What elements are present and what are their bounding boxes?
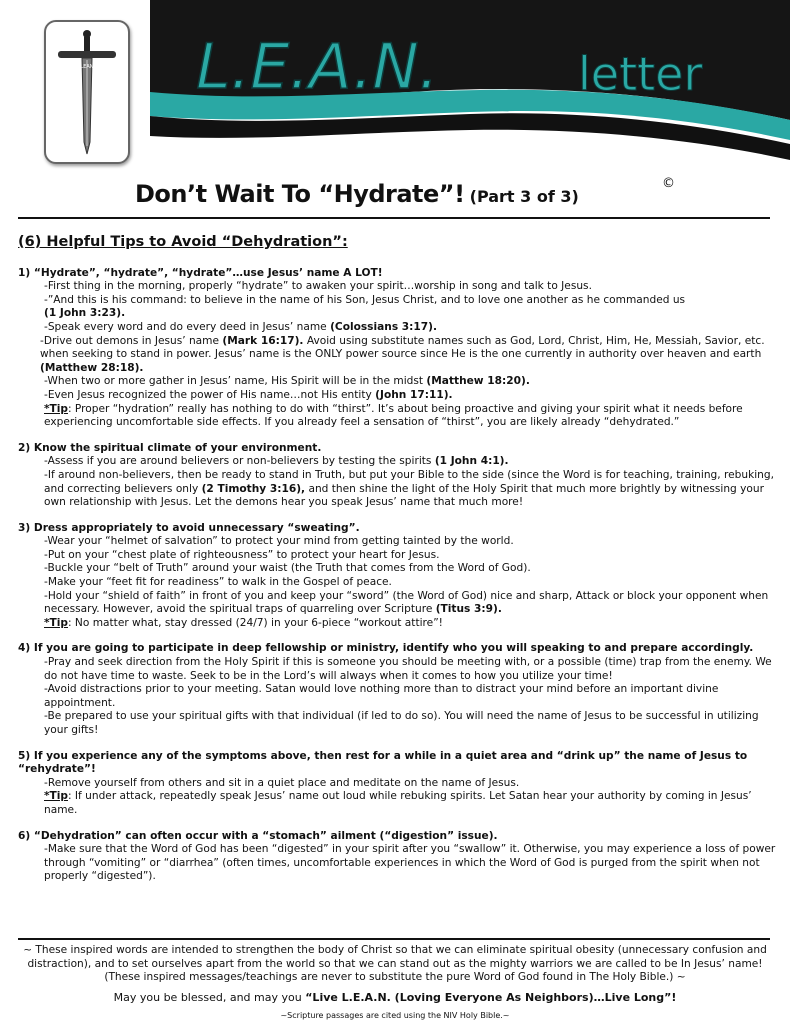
tip-1-text: -Even Jesus recognized the power of His name…not His entity (44, 388, 376, 401)
divider-bottom (18, 938, 770, 940)
tip-6-heading: 6) “Dehydration” can often occur with a “stomach” ailment (“digestion” issue). (18, 829, 498, 842)
scripture-ref: (2 Timothy 3:16), (201, 482, 306, 495)
tip-1-heading: 1) “Hydrate”, “hydrate”, “hydrate”…use Jesus’ name A LOT! (18, 266, 383, 279)
tip-3-text: -Hold your “shield of faith” in front of you and keep your “sword” (the Word of God) nice and sharp, Attack or block your opponent when necessary. However, avoid the spiritual traps of quarreling over Scripture (44, 589, 769, 616)
blessing-text: May you be blessed, and may you (113, 990, 306, 1004)
tip-3-line: -Buckle your “belt of Truth” around your waist (the Truth that comes from the Word of God). (44, 562, 531, 575)
blessing-motto: “Live L.E.A.N. (Loving Everyone As Neighbors)…Live Long”! (305, 990, 677, 1004)
tip-4-line: -Pray and seek direction from the Holy Spirit if this is someone you should be meeting with, or a possible (time) trap from the enemy. We do not have time to waste. Seek to be in the Lord’s will always when it comes to how you utilize your time! (44, 656, 772, 682)
tip-3-heading: 3) Dress appropriately to avoid unnecessary “sweating”. (18, 521, 360, 534)
footer-inspired-text: ~ These inspired words are intended to strengthen the body of Christ so that we can eliminate spiritual obesity (unnecessary confusion and distraction), and to set ourselves apart from the world so that we can stand out as the mighty warriors we are called to be In Jesus’ name! (These inspired messages/teachings are never to substitute the pure Word of God found in The Holy Bible.) ~ (23, 944, 767, 984)
tip-2-text: -If around non-believers, then be ready to stand in Truth, but put your Bible to the side (since the Word is for teaching, training, rebuking, and correcting believers only (44, 468, 774, 495)
tip-1-line (18, 375, 776, 389)
footer-citation-note: ~Scripture passages are cited using the NIV Holy Bible.~ (280, 1011, 510, 1021)
tip-label: *Tip (44, 616, 68, 629)
tip-4-heading: 4) If you are going to participate in deep fellowship or ministry, identify who you will speaking to and prepare accordingly. (18, 642, 754, 655)
tip-1 (18, 267, 776, 430)
tip-note-text: : No matter what, stay dressed (24/7) in your 6-piece “workout attire”! (67, 616, 443, 629)
article-title-block (135, 180, 579, 208)
footer (12, 944, 778, 1023)
tip-3-line: -Wear your “helmet of salvation” to protect your mind from getting tainted by the world. (44, 535, 514, 548)
logo-text: LEAN (80, 64, 94, 70)
tip-2-line (18, 455, 776, 469)
tip-2-line (18, 469, 776, 510)
article-part: (Part 3 of 3) (469, 187, 579, 206)
tip-1-line (18, 321, 776, 335)
tip-4-line: -Be prepared to use your spiritual gifts with that individual (if led to do so). You will need the name of Jesus to be successful in utilizing your gifts! (44, 710, 759, 736)
scripture-ref: (Matthew 18:20). (426, 375, 530, 388)
tip-5-note (18, 790, 776, 817)
tip-1-text: -When two or more gather in Jesus’ name, His Spirit will be in the midst (44, 375, 427, 388)
tip-3 (18, 522, 776, 631)
tip-1-line: -First thing in the morning, properly “hydrate” to awaken your spirit…worship in song and talk to Jesus. (44, 280, 592, 293)
tip-1-text: -Drive out demons in Jesus’ name (40, 334, 223, 347)
tip-1-text: -Speak every word and do every deed in Jesus’ name (44, 320, 331, 333)
divider-top (18, 217, 770, 219)
masthead-suffix: letter (578, 47, 703, 101)
scripture-ref: (Matthew 28:18). (40, 361, 144, 374)
tip-3-note (18, 617, 776, 631)
tip-2-text: and then shine the light of the Holy Spirit that much more brightly by witnessing your own relationship with Jesus. Let the demons hear you speak Jesus’ name that much more! (44, 482, 764, 509)
tip-label: *Tip (44, 402, 68, 415)
section-heading: (6) Helpful Tips to Avoid “Dehydration”: (18, 234, 348, 250)
scripture-ref: (Mark 16:17). (222, 334, 304, 347)
tip-1-text: Avoid using substitute names such as God, Lord, Christ, Him, He, Messiah, Savior, etc. when seeking to stand in power. Jesus’ name is the ONLY power source since He is the one currently in authority over heaven and earth (40, 334, 765, 361)
tip-2-text: -Assess if you are around believers or non-believers by testing the spirits (44, 455, 435, 468)
tip-6 (18, 830, 776, 884)
tip-4 (18, 642, 776, 737)
tip-3-line (18, 590, 776, 617)
tip-5 (18, 750, 776, 818)
tip-6-line: -Make sure that the Word of God has been “digested” in your spirit after you “swallow” it. Otherwise, you may experience a loss of power through “vomiting” or “diarrhea” (often times, uncomfortable experiences in which the Word of God is purged from the spirit when not properly “digested”). (44, 843, 776, 883)
scripture-ref: (John 17:11). (375, 388, 453, 401)
tip-1-line (18, 389, 776, 403)
article-title: Don’t Wait To “Hydrate”! (135, 180, 465, 208)
logo (44, 20, 130, 164)
scripture-ref: (Titus 3:9). (435, 603, 502, 616)
footer-blessing (12, 991, 778, 1005)
tip-1-note (18, 403, 776, 430)
tip-1-line (18, 294, 776, 321)
masthead-title: L.E.A.N. (196, 30, 439, 103)
tip-3-line: -Make your “feet fit for readiness” to walk in the Gospel of peace. (44, 576, 392, 589)
scripture-ref: (Colossians 3:17). (330, 320, 438, 333)
copyright-symbol: © (662, 176, 675, 191)
tip-2-heading: 2) Know the spiritual climate of your environment. (18, 441, 322, 454)
tip-label: *Tip (44, 790, 68, 803)
scripture-ref: (1 John 3:23). (44, 307, 126, 320)
tip-5-heading: 5) If you experience any of the symptoms above, then rest for a while in a quiet area and “drink up” the name of Jesus to “rehydrate”! (18, 749, 748, 776)
tip-note-text: : Proper “hydration” really has nothing to do with “thirst”. It’s about being proactive and giving your spirit what it needs before experiencing uncomfortable side effects. If you already feel a sensation of “thirst”, you are likely already “dehydrated.” (44, 402, 743, 429)
scripture-ref: (1 John 4:1). (434, 455, 509, 468)
article-body (18, 236, 776, 896)
tip-3-line: -Put on your “chest plate of righteousness” to protect your heart for Jesus. (44, 548, 440, 561)
tip-1-line (18, 335, 776, 376)
tip-1-text: -”And this is his command: to believe in the name of his Son, Jesus Christ, and to love one another as he commanded us (44, 293, 686, 306)
tip-5-line: -Remove yourself from others and sit in a quiet place and meditate on the name of Jesus. (44, 776, 520, 789)
tip-note-text: : If under attack, repeatedly speak Jesus’ name out loud while rebuking spirits. Let Satan hear your authority by coming in Jesus’ name. (44, 790, 752, 816)
tip-4-line: -Avoid distractions prior to your meeting. Satan would love nothing more than to distract your mind before an important divine appointment. (44, 683, 719, 709)
tip-2 (18, 442, 776, 510)
header-banner (0, 0, 790, 170)
sword-icon (46, 22, 128, 162)
